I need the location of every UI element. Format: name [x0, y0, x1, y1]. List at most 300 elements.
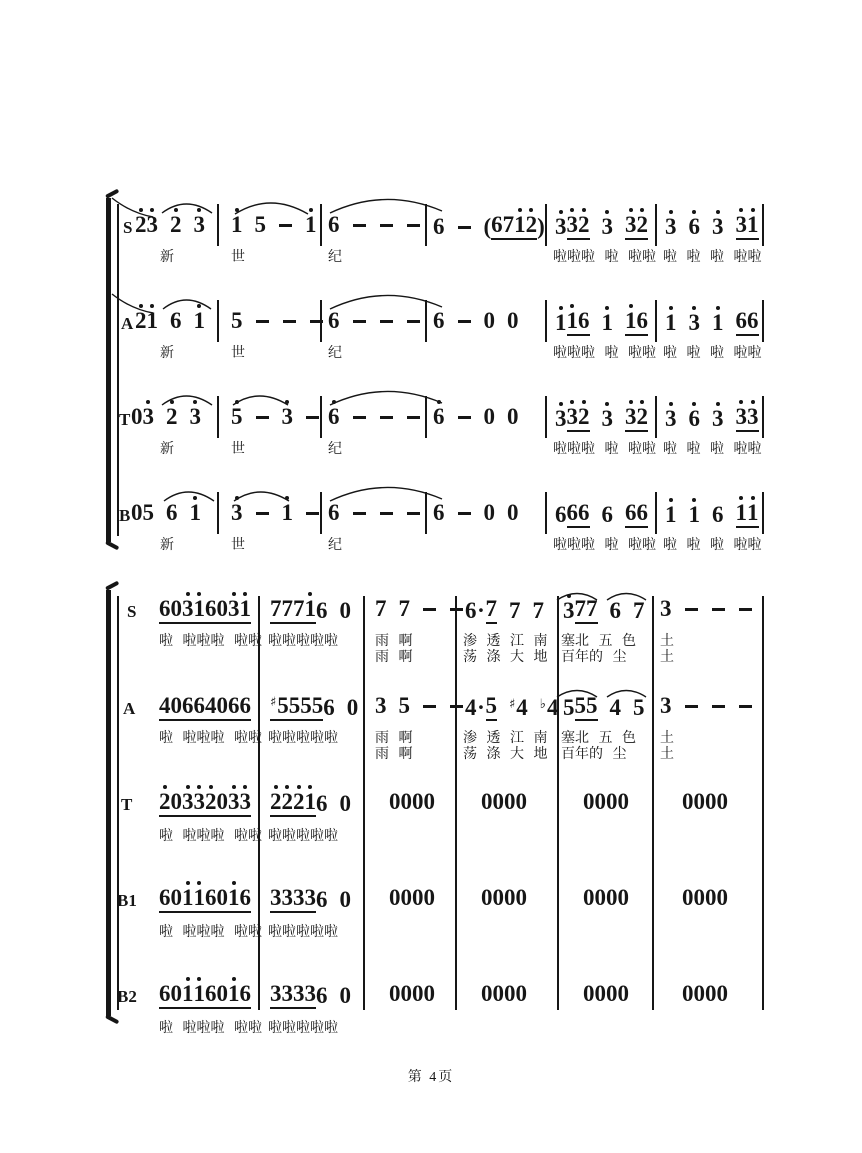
octave-dot — [518, 208, 522, 212]
note-digit: 6 — [159, 596, 171, 624]
rest-note: 0 — [693, 789, 705, 814]
measure-lyrics — [553, 346, 656, 362]
note-digit: 1 — [305, 596, 317, 624]
octave-dot — [309, 208, 313, 212]
note-digit: 6 — [328, 500, 340, 525]
lyric-row: 啦啦啦啦啦 — [268, 731, 338, 746]
note-digit: 6 — [609, 598, 621, 623]
note-digit: 7 — [575, 596, 587, 624]
measure-lyrics — [328, 442, 342, 458]
octave-dot — [174, 208, 178, 212]
rest-note: 0 — [217, 981, 229, 1009]
rest-note: 0 — [339, 598, 351, 623]
note-digit: 7 — [509, 598, 521, 623]
lyric-row: 啦啦啦 啦 啦啦 — [553, 346, 656, 361]
measure-lyrics — [160, 250, 174, 266]
note-digit: 7 — [375, 596, 387, 621]
note-digit: 2 — [293, 789, 305, 817]
measure-notes — [328, 404, 421, 430]
note-digit: 5 — [231, 308, 243, 333]
rest-note: 0 — [389, 885, 401, 910]
note-digit: 5 — [289, 693, 301, 721]
dash-extension — [352, 500, 367, 526]
measure-lyrics — [159, 925, 262, 941]
note-digit: 3 — [375, 693, 387, 718]
measure-lyrics — [231, 250, 245, 266]
lyric-row: 世 — [231, 442, 245, 457]
lyric-row: 新 — [160, 538, 174, 553]
octave-dot — [193, 496, 197, 500]
octave-dot — [739, 208, 743, 212]
note-digit: 3 — [567, 404, 579, 432]
lyric-row: 纪 — [328, 346, 342, 361]
measure-notes — [555, 308, 648, 336]
lyric-row: 啦 啦啦啦 啦啦 — [159, 829, 262, 844]
dash-extension — [255, 500, 270, 526]
note-digit: 3 — [660, 693, 672, 718]
measure-notes — [375, 693, 464, 719]
measure-notes — [389, 981, 435, 1007]
octave-dot — [605, 306, 609, 310]
octave-dot — [692, 402, 696, 406]
note-digit: 3 — [194, 789, 206, 817]
note-digit: 1 — [689, 502, 701, 528]
bracket-hook-bottom — [105, 540, 119, 550]
measure-notes — [433, 404, 519, 430]
part-label: B2 — [117, 987, 137, 1006]
note-digit: 6 — [166, 500, 178, 525]
measure-lyrics — [660, 731, 674, 763]
octave-dot — [285, 785, 289, 789]
note-digit: 5 — [633, 695, 645, 720]
rest-note: 0 — [481, 981, 493, 1006]
lyric-row: 啦 啦 啦 啦啦 — [663, 442, 762, 457]
measure-notes — [389, 885, 435, 911]
octave-dot — [186, 592, 190, 596]
lyric-row: 塞北 五 色 — [561, 731, 636, 746]
octave-dot — [669, 402, 673, 406]
octave-dot — [232, 592, 236, 596]
barline — [320, 396, 322, 438]
octave-dot — [297, 785, 301, 789]
dash-extension — [379, 404, 394, 430]
lyric-row: 雨 啊 — [375, 747, 413, 762]
barline — [655, 492, 657, 534]
note-digit: 7 — [532, 598, 544, 623]
measure-notes — [270, 693, 358, 721]
measure-notes — [665, 212, 759, 240]
dash-extension — [457, 500, 472, 526]
note-digit: 3 — [567, 212, 579, 240]
octave-dot — [209, 785, 213, 789]
sharp-accidental: ♯ — [509, 697, 516, 712]
dash-extension — [352, 308, 367, 334]
rest-note: 0 — [400, 789, 412, 814]
lyric-row: 啦啦啦啦啦 — [268, 1021, 338, 1036]
octave-dot — [570, 208, 574, 212]
octave-dot — [559, 210, 563, 214]
note-digit: 6 — [689, 214, 701, 240]
dash-extension — [738, 596, 753, 622]
note-digit: 3 — [747, 404, 759, 432]
note-digit: 6 — [637, 500, 649, 528]
octave-dot — [232, 977, 236, 981]
lyric-row: 渗 透 江 南 — [463, 731, 548, 746]
measure-notes — [583, 885, 629, 911]
rest-note: 0 — [217, 885, 229, 913]
system-bracket — [106, 590, 111, 1016]
rest-note: 0 — [515, 789, 527, 814]
note-digit: 1 — [602, 310, 614, 336]
measure-lyrics — [375, 731, 413, 763]
note-digit: 6 — [465, 598, 477, 623]
measure-notes — [433, 500, 519, 526]
note-digit: 1 — [665, 310, 677, 336]
measure-notes — [433, 308, 519, 334]
octave-dot — [669, 498, 673, 502]
note-digit: 7 — [486, 596, 498, 624]
note-digit: 3 — [712, 406, 724, 432]
rest-note: 0 — [171, 596, 183, 624]
lyric-row: 啦啦啦 啦 啦啦 — [553, 442, 656, 457]
lyric-row: 百年的 尘 — [561, 650, 627, 665]
note-digit: 2 — [282, 789, 294, 817]
lyric-row: 百年的 尘 — [561, 747, 627, 762]
rest-note: 0 — [594, 981, 606, 1006]
lyric-row: 纪 — [328, 250, 342, 265]
part-label: B — [119, 506, 131, 525]
octave-dot — [232, 881, 236, 885]
note-digit: 2 — [637, 212, 649, 240]
note-digit: 4 — [609, 695, 621, 720]
octave-dot — [559, 306, 563, 310]
lyric-row: 世 — [231, 538, 245, 553]
measure-notes — [555, 404, 648, 432]
rest-note: 0 — [594, 789, 606, 814]
measure-notes — [159, 596, 251, 624]
measure-notes — [131, 404, 201, 430]
lyric-row: 啦 啦啦啦 啦啦 — [159, 634, 262, 649]
dash-extension — [379, 500, 394, 526]
note-digit: 6 — [433, 214, 445, 239]
note-digit: 1 — [231, 212, 243, 238]
page-number: 第 4页 — [407, 1070, 455, 1085]
note-digit: 3 — [240, 789, 252, 817]
lyric-row: 啦 啦 啦 啦啦 — [663, 250, 762, 265]
rest-note: 0 — [716, 885, 728, 910]
dash-extension — [305, 404, 320, 430]
rest-note: 0 — [515, 885, 527, 910]
note-digit: 6 — [205, 981, 217, 1009]
note-digit: 2 — [135, 212, 147, 238]
barline — [762, 492, 764, 534]
dash-extension — [255, 308, 270, 334]
note-digit: 4 — [205, 693, 217, 721]
rest-note: 0 — [504, 789, 516, 814]
barline — [425, 204, 427, 246]
measure-notes — [159, 789, 251, 817]
note-digit: 6 — [205, 885, 217, 913]
bracket-hook-bottom — [105, 1014, 119, 1024]
rest-note: 0 — [617, 789, 629, 814]
note-digit: 3 — [231, 500, 243, 526]
lyric-row: 雨 啊 — [375, 731, 413, 746]
measure-lyrics — [268, 634, 338, 650]
measure-notes — [465, 693, 558, 721]
rest-note: 0 — [217, 596, 229, 624]
octave-dot — [146, 400, 150, 404]
octave-dot — [232, 785, 236, 789]
octave-dot — [235, 400, 239, 404]
part-label: T — [119, 410, 131, 429]
barline — [363, 596, 365, 1010]
measure-lyrics — [375, 634, 413, 666]
note-digit: 1 — [147, 308, 159, 334]
dash-extension — [406, 500, 421, 526]
measure-lyrics — [231, 442, 245, 458]
note-digit: 3 — [625, 212, 637, 240]
dash-extension — [684, 693, 699, 719]
octave-dot — [640, 208, 644, 212]
note-digit: 1 — [228, 981, 240, 1009]
measure-lyrics — [231, 346, 245, 362]
measure-notes — [563, 596, 645, 624]
note-digit: 6 — [689, 406, 701, 432]
octave-dot — [582, 208, 586, 212]
note-digit: 3 — [555, 406, 567, 432]
rest-note: 0 — [339, 887, 351, 912]
measure-notes — [583, 981, 629, 1007]
measure-lyrics — [663, 442, 762, 458]
rest-note: 0 — [617, 981, 629, 1006]
note-digit: 2 — [166, 404, 178, 430]
measure-lyrics — [328, 538, 342, 554]
dash-extension — [457, 404, 472, 430]
note-digit: 1 — [305, 789, 317, 817]
measure-notes — [481, 885, 527, 911]
rest-note: 0 — [346, 695, 359, 720]
note-digit: 3 — [563, 598, 575, 624]
rest-note: 0 — [423, 885, 435, 910]
note-digit: 5 — [312, 693, 324, 721]
measure-notes — [231, 308, 324, 334]
barline — [545, 300, 547, 342]
part-label: A — [121, 314, 134, 333]
barline — [557, 596, 559, 1010]
note-digit: 6 — [578, 500, 590, 528]
note-digit: 6 — [240, 693, 252, 721]
measure-lyrics — [328, 346, 342, 362]
note-digit: 6 — [159, 981, 171, 1009]
rest-note: 0 — [594, 885, 606, 910]
bracket-hook-top — [105, 581, 119, 591]
rest-note: 0 — [492, 885, 504, 910]
note-digit: 6 — [228, 693, 240, 721]
rest-note: 0 — [481, 885, 493, 910]
rest-note: 0 — [705, 789, 717, 814]
measure-notes — [159, 885, 251, 913]
note-digit: 6 — [491, 212, 503, 240]
rest-note: 0 — [682, 885, 694, 910]
note-digit: 3 — [736, 212, 748, 240]
rest-note: 0 — [716, 981, 728, 1006]
note-digit: 3 — [625, 404, 637, 432]
note-digit: 1 — [194, 308, 206, 334]
note-digit: 5 — [563, 695, 575, 720]
rest-note: 0 — [492, 981, 504, 1006]
note-digit: 5 — [254, 212, 266, 237]
lyric-row: 土 — [660, 634, 674, 649]
rest-note: 0 — [217, 693, 229, 721]
measure-notes — [555, 500, 648, 528]
note-digit: 2 — [637, 404, 649, 432]
note-digit: 3 — [143, 404, 155, 430]
rest-note: 0 — [606, 789, 618, 814]
measure-notes — [159, 693, 251, 721]
barline — [655, 396, 657, 438]
octave-dot — [692, 210, 696, 214]
note-digit: 1 — [305, 212, 317, 238]
octave-dot — [332, 400, 336, 404]
note-digit: 2 — [270, 789, 282, 817]
dash-extension — [255, 404, 270, 430]
close-paren: ) — [537, 214, 545, 239]
note-digit: 1 — [240, 596, 252, 624]
measure-notes — [665, 404, 759, 432]
barline — [655, 204, 657, 246]
note-digit: 3 — [190, 404, 202, 430]
note-digit: 3 — [282, 885, 294, 913]
measure-notes — [583, 789, 629, 815]
measure-lyrics — [663, 250, 762, 266]
octave-dot — [197, 785, 201, 789]
note-digit: 6 — [567, 500, 579, 528]
note-digit: 6 — [316, 598, 328, 623]
note-digit: 1 — [190, 500, 202, 526]
note-digit: 1 — [747, 500, 759, 528]
measure-lyrics — [268, 731, 338, 747]
measure-lyrics — [663, 538, 762, 554]
note-digit: 1 — [567, 308, 579, 336]
lyric-row: 啦 啦啦啦 啦啦 — [159, 925, 262, 940]
rest-note: 0 — [504, 885, 516, 910]
octave-dot — [235, 496, 239, 500]
dash-extension — [684, 596, 699, 622]
note-digit: 3 — [228, 789, 240, 817]
barline — [320, 204, 322, 246]
dash-extension — [379, 212, 394, 238]
lyric-row: 啦 啦啦啦 啦啦 — [159, 1021, 262, 1036]
rest-note: 0 — [423, 981, 435, 1006]
measure-lyrics — [268, 925, 338, 941]
octave-dot — [197, 304, 201, 308]
note-digit: 3 — [282, 981, 294, 1009]
note-digit: 1 — [625, 308, 637, 336]
measure-notes — [660, 693, 753, 719]
note-digit: 2 — [159, 789, 171, 817]
measure-lyrics — [160, 346, 174, 362]
part-label: S — [123, 218, 133, 237]
part-label: S — [127, 602, 137, 621]
measure-lyrics — [160, 538, 174, 554]
note-digit: 6 — [170, 308, 182, 333]
note-digit: 6 — [240, 885, 252, 913]
rest-note: 0 — [483, 308, 495, 333]
note-digit: 3 — [282, 404, 294, 430]
note-digit: 6 — [578, 308, 590, 336]
octave-dot — [308, 592, 312, 596]
barline — [217, 204, 219, 246]
rest-note: 0 — [504, 981, 516, 1006]
lyric-row: 雨 啊 — [375, 634, 413, 649]
octave-dot — [751, 496, 755, 500]
dash-extension — [449, 596, 464, 622]
rest-note: 0 — [339, 983, 351, 1008]
lyric-row: 塞北 五 色 — [561, 634, 636, 649]
barline — [545, 204, 547, 246]
note-digit: 1 — [555, 310, 567, 336]
barline — [545, 396, 547, 438]
note-digit: 1 — [514, 212, 526, 240]
octave-dot — [629, 304, 633, 308]
note-digit: 5 — [398, 693, 410, 718]
dash-extension — [406, 212, 421, 238]
dash-extension — [406, 404, 421, 430]
note-digit: 7 — [586, 596, 598, 624]
dash-extension — [711, 693, 726, 719]
note-digit: 3 — [147, 212, 159, 238]
barline — [762, 396, 764, 438]
note-digit: 7 — [293, 596, 305, 624]
octave-dot — [437, 400, 441, 404]
octave-dot — [235, 208, 239, 212]
system-bracket — [106, 198, 111, 542]
barline — [258, 596, 260, 1010]
note-digit: 3 — [305, 981, 317, 1009]
rest-note: 0 — [389, 981, 401, 1006]
dash-extension — [352, 404, 367, 430]
augmentation-dot: · — [477, 598, 485, 623]
measure-notes — [389, 789, 435, 815]
measure-lyrics — [561, 634, 636, 666]
measure-lyrics — [159, 1021, 262, 1037]
measure-notes — [481, 981, 527, 1007]
measure-lyrics — [268, 829, 338, 845]
lyric-row: 纪 — [328, 442, 342, 457]
octave-dot — [629, 400, 633, 404]
octave-dot — [751, 400, 755, 404]
measure-lyrics — [328, 250, 342, 266]
note-digit: 3 — [602, 214, 614, 240]
rest-note: 0 — [412, 981, 424, 1006]
note-digit: 1 — [736, 500, 748, 528]
lyric-row: 渗 透 江 南 — [463, 634, 548, 649]
barline — [217, 300, 219, 342]
dash-extension — [352, 212, 367, 238]
octave-dot — [559, 402, 563, 406]
note-digit: 3 — [555, 214, 567, 240]
note-digit: 6 — [240, 981, 252, 1009]
note-digit: 5 — [486, 693, 498, 721]
measure-lyrics — [660, 634, 674, 666]
octave-dot — [716, 210, 720, 214]
measure-notes — [328, 212, 421, 238]
measure-lyrics — [553, 538, 656, 554]
note-digit: 6 — [555, 502, 567, 527]
measure-lyrics — [159, 829, 262, 845]
note-digit: 6 — [316, 791, 328, 816]
octave-dot — [567, 594, 571, 598]
